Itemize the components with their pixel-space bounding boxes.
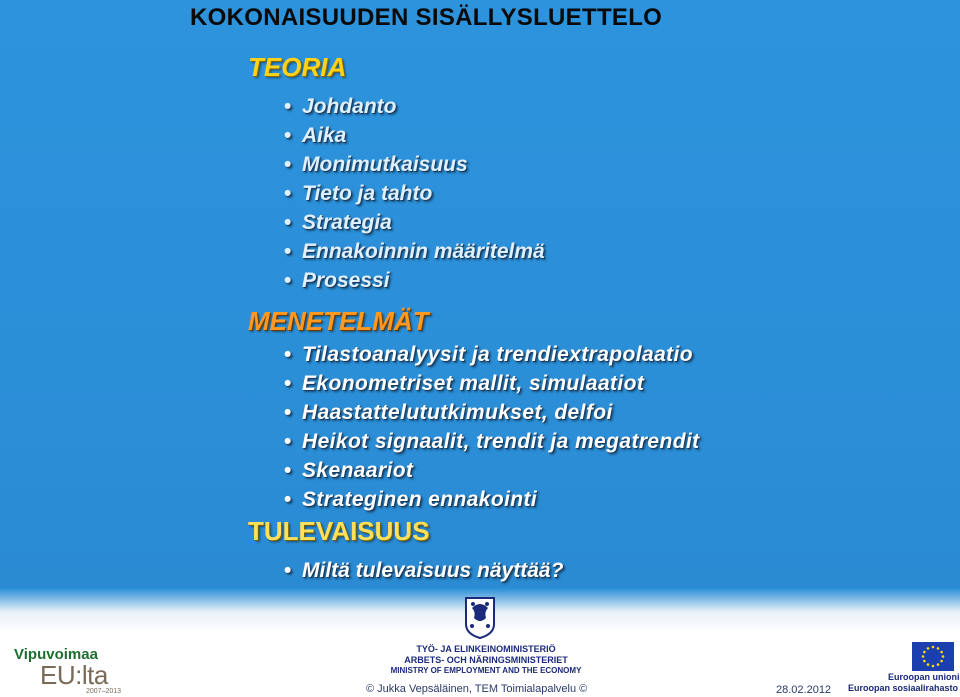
eu-fund-label: Euroopan sosiaalirahasto <box>848 683 959 693</box>
ministry-name-fi: TYÖ- JA ELINKEINOMINISTERIÖ <box>416 644 556 654</box>
vipuvoimaa-logo-text: Vipuvoimaa <box>14 646 98 663</box>
bullet-icon: • <box>284 269 292 292</box>
list-item-label: Miltä tulevaisuus näyttää? <box>302 559 564 582</box>
list-item <box>284 369 700 398</box>
list-item <box>284 179 545 208</box>
date-label: 28.02.2012 <box>776 684 832 696</box>
bullet-icon: • <box>284 401 292 424</box>
bullet-icon: • <box>284 459 292 482</box>
bullet-icon: • <box>284 372 292 395</box>
list-item <box>284 92 545 121</box>
list-item <box>284 237 545 266</box>
section-heading-tulevaisuus: TULEVAISUUS <box>248 516 430 546</box>
bullet-icon: • <box>284 153 292 176</box>
list-item-label: Johdanto <box>302 95 397 118</box>
list-item <box>284 266 545 295</box>
eulta-years: 2007–2013 <box>86 688 122 695</box>
teoria-list <box>284 92 545 295</box>
list-item-label: Monimutkaisuus <box>302 153 468 176</box>
eu-flag-icon <box>912 642 954 671</box>
list-item <box>284 427 700 456</box>
lion-emblem-icon <box>460 594 500 640</box>
section-heading-teoria: TEORIA <box>248 52 347 82</box>
list-item <box>284 485 700 514</box>
tulevaisuus-list <box>284 556 563 585</box>
eu-stars-icon <box>912 642 954 671</box>
bullet-icon: • <box>284 211 292 234</box>
eulta-logo-text: EU:lta <box>40 660 108 690</box>
list-item-label: Strategia <box>302 211 392 234</box>
list-item <box>284 121 545 150</box>
list-item-label: Heikot signaalit, trendit ja megatrendit <box>302 430 700 453</box>
bullet-icon: • <box>284 240 292 263</box>
list-item-label: Strateginen ennakointi <box>302 488 538 511</box>
section-heading-menetelmat: MENETELMÄT <box>248 306 429 336</box>
list-item <box>284 340 700 369</box>
list-item <box>284 556 563 585</box>
list-item-label: Aika <box>302 124 347 147</box>
list-item-label: Prosessi <box>302 269 390 292</box>
bullet-icon: • <box>284 559 292 582</box>
bullet-icon: • <box>284 95 292 118</box>
list-item <box>284 208 545 237</box>
list-item-label: Ennakoinnin määritelmä <box>302 240 545 263</box>
list-item <box>284 150 545 179</box>
menetelmat-list <box>284 340 700 514</box>
bullet-icon: • <box>284 488 292 511</box>
list-item-label: Tieto ja tahto <box>302 182 433 205</box>
author-credit: © Jukka Vepsäläinen, TEM Toimialapalvelu © <box>366 683 588 695</box>
bullet-icon: • <box>284 343 292 366</box>
ministry-name-en: MINISTRY OF EMPLOYMENT AND THE ECONOMY <box>390 666 582 675</box>
list-item-label: Skenaariot <box>302 459 414 482</box>
eu-union-label: Euroopan unioni <box>888 672 960 682</box>
list-item <box>284 456 700 485</box>
bullet-icon: • <box>284 124 292 147</box>
list-item-label: Haastattelututkimukset, delfoi <box>302 401 613 424</box>
ministry-name-se: ARBETS- OCH NÄRINGSMINISTERIET <box>404 655 568 665</box>
bullet-icon: • <box>284 430 292 453</box>
page-title: KOKONAISUUDEN SISÄLLYSLUETTELO <box>190 4 663 31</box>
list-item <box>284 398 700 427</box>
list-item-label: Tilastoanalyysit ja trendiextrapolaatio <box>302 343 694 366</box>
list-item-label: Ekonometriset mallit, simulaatiot <box>302 372 645 395</box>
bullet-icon: • <box>284 182 292 205</box>
